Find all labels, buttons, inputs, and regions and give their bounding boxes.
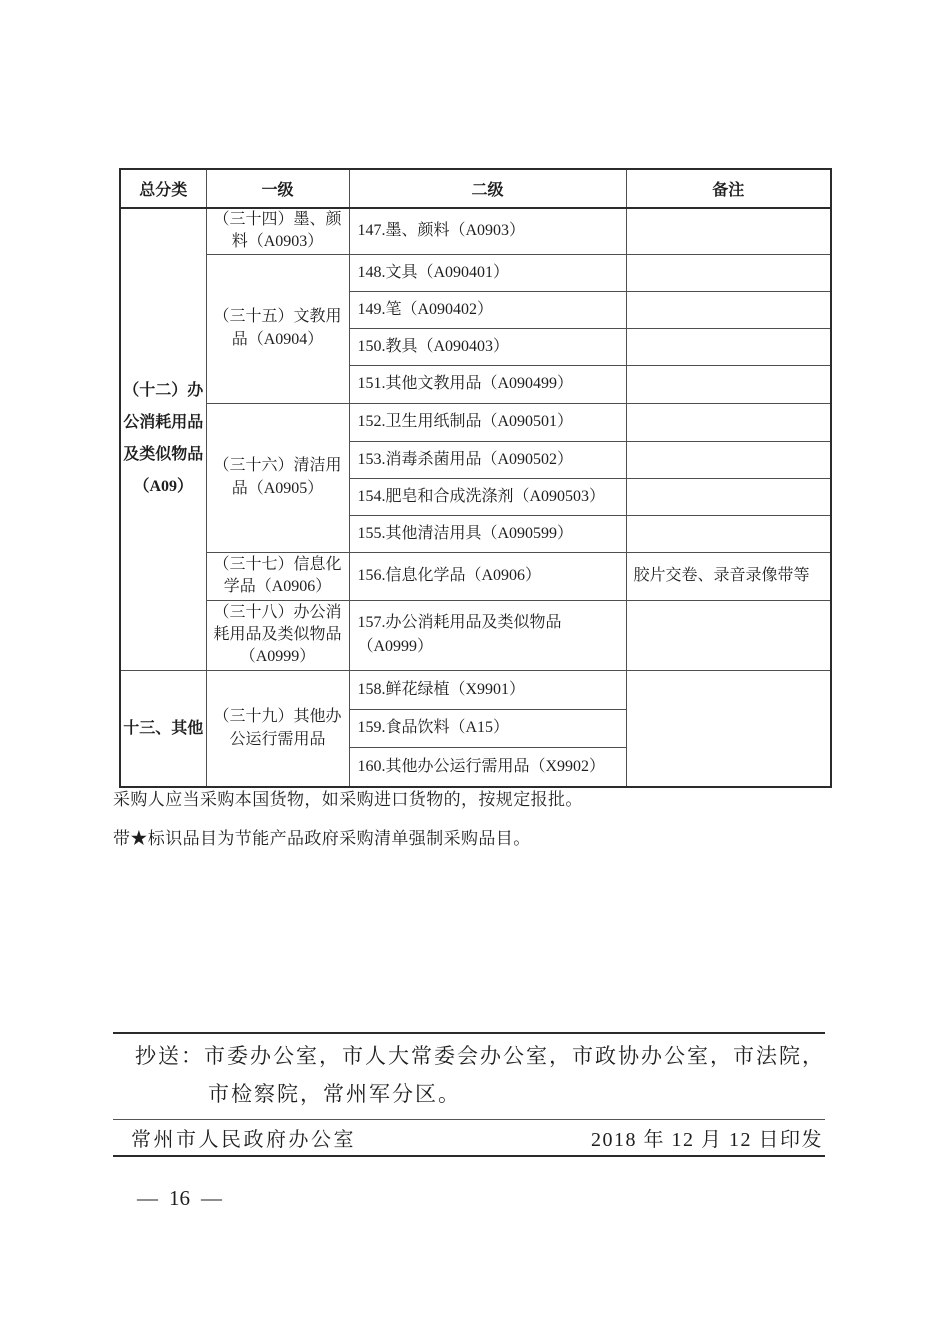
level1-cell-35: （三十五）文教用品（A0904）	[206, 254, 349, 403]
level2-cell-156: 156.信息化学品（A0906）	[349, 552, 626, 600]
print-date: 2018 年 12 月 12 日印发	[591, 1129, 823, 1152]
classification-table-region	[119, 168, 832, 788]
level2-cell-154: 154.肥皂和合成洗涤剂（A090503）	[349, 478, 626, 515]
copy-to-recipients-1: 市委办公室，市人大常委会办公室，市政协办公室，市法院，	[204, 1044, 825, 1068]
table-row	[120, 208, 831, 254]
level2-cell-158: 158.鲜花绿植（X9901）	[349, 670, 626, 709]
col-header-remark: 备注	[626, 169, 831, 208]
level2-cell-148: 148.文具（A090401）	[349, 254, 626, 291]
document-footer	[113, 1032, 825, 1157]
issuer-row	[113, 1119, 825, 1157]
level1-cell-38: （三十八）办公消耗用品及类似物品（A0999）	[206, 600, 349, 670]
category-cell-12: （十二）办公消耗用品及类似物品（A09）	[120, 208, 206, 670]
remark-cell-153	[626, 441, 831, 478]
table-header-row	[120, 169, 831, 208]
level1-cell-34: （三十四）墨、颜料（A0903）	[206, 208, 349, 254]
page-number-right-dash: —	[201, 1186, 222, 1210]
category-cell-13: 十三、其他	[120, 670, 206, 787]
col-header-level1: 一级	[206, 169, 349, 208]
level2-cell-147: 147.墨、颜料（A0903）	[349, 208, 626, 254]
note-domestic-goods: 采购人应当采购本国货物，如采购进口货物的，按规定报批。	[113, 790, 583, 809]
remark-cell-149	[626, 291, 831, 328]
page-number	[137, 1186, 222, 1211]
classification-table	[119, 168, 832, 788]
notes-section	[113, 789, 833, 867]
level1-cell-37: （三十七）信息化学品（A0906）	[206, 552, 349, 600]
page-number-left-dash: —	[137, 1186, 158, 1210]
level2-cell-159: 159.食品饮料（A15）	[349, 709, 626, 747]
level2-cell-160: 160.其他办公运行需用品（X9902）	[349, 747, 626, 787]
remark-cell-157	[626, 600, 831, 670]
issuer-name: 常州市人民政府办公室	[131, 1129, 356, 1152]
page-number-value: 16	[169, 1186, 190, 1210]
col-header-level2: 二级	[349, 169, 626, 208]
copy-to-line-1	[113, 1045, 825, 1067]
level2-cell-151: 151.其他文教用品（A090499）	[349, 365, 626, 403]
level1-cell-36: （三十六）清洁用品（A0905）	[206, 403, 349, 552]
level2-cell-153: 153.消毒杀菌用品（A090502）	[349, 441, 626, 478]
level1-cell-39: （三十九）其他办公运行需用品	[206, 670, 349, 787]
remark-cell-148	[626, 254, 831, 291]
copy-to-label: 抄送：	[135, 1044, 204, 1068]
remark-cell-156: 胶片交卷、录音录像带等	[626, 552, 831, 600]
table-row	[120, 552, 831, 600]
table-row	[120, 254, 831, 291]
copy-to-section	[113, 1032, 825, 1119]
level2-cell-150: 150.教具（A090403）	[349, 328, 626, 365]
level2-cell-152: 152.卫生用纸制品（A090501）	[349, 403, 626, 441]
table-row	[120, 670, 831, 709]
copy-to-recipients-2: 市检察院，常州军分区。	[208, 1082, 461, 1107]
level2-cell-155: 155.其他清洁用具（A090599）	[349, 515, 626, 552]
remark-cell-147	[626, 208, 831, 254]
remark-cell-155	[626, 515, 831, 552]
table-row	[120, 403, 831, 441]
level2-cell-149: 149.笔（A090402）	[349, 291, 626, 328]
col-header-general-category: 总分类	[120, 169, 206, 208]
remark-cell-158-160	[626, 670, 831, 787]
remark-cell-150	[626, 328, 831, 365]
table-row	[120, 600, 831, 670]
note-star-items: 带★标识品目为节能产品政府采购清单强制采购品目。	[113, 829, 531, 849]
remark-cell-154	[626, 478, 831, 515]
level2-cell-157: 157.办公消耗用品及类似物品（A0999）	[349, 600, 626, 670]
remark-cell-152	[626, 403, 831, 441]
remark-cell-151	[626, 365, 831, 403]
